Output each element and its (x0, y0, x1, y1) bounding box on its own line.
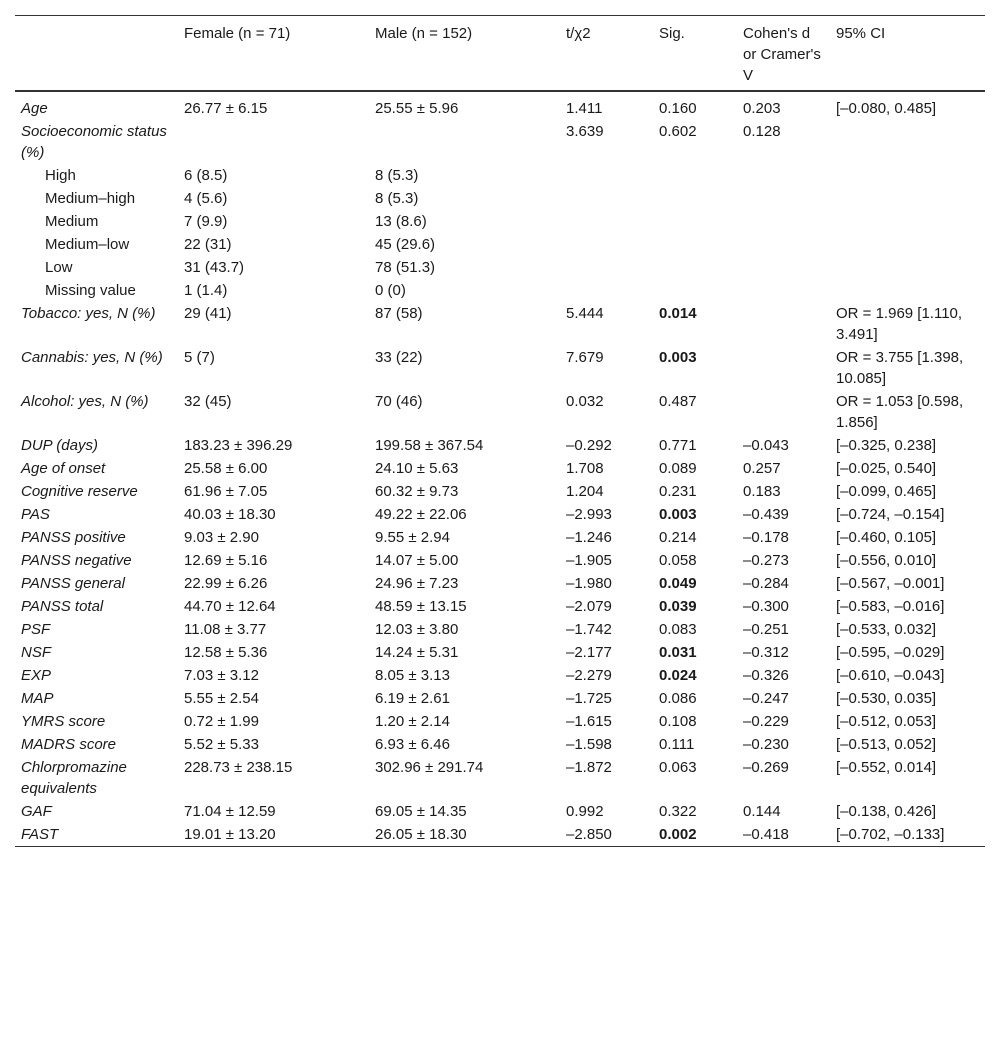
female-value: 9.03 ± 2.90 (184, 529, 259, 546)
effect-size: –0.043 (743, 437, 789, 454)
row-label: Chlorpromazine equivalents (21, 759, 127, 797)
row-label: Missing value (45, 282, 136, 299)
female-value: 44.70 ± 12.64 (184, 598, 276, 615)
significance: 0.003 (659, 506, 697, 523)
test-statistic: –2.079 (566, 598, 612, 615)
effect-size: –0.418 (743, 826, 789, 843)
confidence-interval: [–0.610, –0.043] (836, 667, 945, 684)
effect-size: 0.203 (743, 100, 781, 117)
test-statistic: 5.444 (566, 305, 604, 322)
table-row (15, 549, 985, 572)
comparison-table (15, 15, 985, 847)
test-statistic: –1.725 (566, 690, 612, 707)
effect-size (737, 233, 830, 256)
significance: 0.024 (659, 667, 697, 684)
significance: 0.322 (659, 803, 697, 820)
test-statistic: –1.615 (566, 713, 612, 730)
effect-size: –0.178 (743, 529, 789, 546)
significance: 0.771 (659, 437, 697, 454)
female-value: 22 (31) (184, 236, 232, 253)
confidence-interval: [–0.552, 0.014] (836, 759, 937, 776)
male-value: 14.24 ± 5.31 (375, 644, 459, 661)
male-value: 199.58 ± 367.54 (375, 437, 484, 454)
test-statistic: –1.905 (566, 552, 612, 569)
table-row (15, 302, 985, 346)
test-statistic: 7.679 (566, 349, 604, 366)
table-row (15, 279, 985, 302)
header-male: Male (n = 152) (375, 25, 473, 42)
male-value: 13 (8.6) (375, 213, 427, 230)
male-value: 48.59 ± 13.15 (375, 598, 467, 615)
female-value: 26.77 ± 6.15 (184, 100, 268, 117)
test-statistic: –1.598 (566, 736, 612, 753)
significance: 0.487 (659, 393, 697, 410)
row-label: Tobacco: yes, N (%) (21, 305, 156, 322)
male-value: 33 (22) (375, 349, 423, 366)
table-row (15, 756, 985, 800)
female-value: 12.58 ± 5.36 (184, 644, 268, 661)
confidence-interval: OR = 1.969 [1.110, 3.491] (836, 305, 963, 343)
row-label: DUP (days) (21, 437, 98, 454)
effect-size: –0.300 (743, 598, 789, 615)
effect-size (737, 210, 830, 233)
effect-size: –0.269 (743, 759, 789, 776)
effect-size (737, 187, 830, 210)
row-label: Low (45, 259, 73, 276)
test-statistic (560, 210, 653, 233)
significance: 0.063 (659, 759, 697, 776)
table-row (15, 256, 985, 279)
row-label: YMRS score (21, 713, 106, 730)
significance: 0.039 (659, 598, 697, 615)
confidence-interval: [–0.025, 0.540] (836, 460, 937, 477)
male-value: 302.96 ± 291.74 (375, 759, 484, 776)
female-value (178, 120, 369, 164)
row-label: Medium–high (45, 190, 136, 207)
row-label: NSF (21, 644, 51, 661)
effect-size: –0.230 (743, 736, 789, 753)
row-label: PANSS positive (21, 529, 126, 546)
confidence-interval: [–0.530, 0.035] (836, 690, 937, 707)
row-label: PANSS negative (21, 552, 132, 569)
table-row (15, 390, 985, 434)
table-row (15, 434, 985, 457)
row-label: MADRS score (21, 736, 117, 753)
female-value: 0.72 ± 1.99 (184, 713, 259, 730)
significance: 0.003 (659, 349, 697, 366)
row-label: Age of onset (21, 460, 106, 477)
confidence-interval: [–0.460, 0.105] (836, 529, 937, 546)
confidence-interval: [–0.533, 0.032] (836, 621, 937, 638)
confidence-interval (830, 187, 985, 210)
male-value (369, 120, 560, 164)
row-label: FAST (21, 826, 59, 843)
male-value: 26.05 ± 18.30 (375, 826, 467, 843)
test-statistic: –1.742 (566, 621, 612, 638)
effect-size (737, 302, 830, 346)
male-value: 78 (51.3) (375, 259, 436, 276)
female-value: 5 (7) (184, 349, 215, 366)
table-body (15, 91, 985, 847)
significance: 0.231 (659, 483, 697, 500)
confidence-interval (830, 233, 985, 256)
female-value: 25.58 ± 6.00 (184, 460, 268, 477)
significance: 0.108 (659, 713, 697, 730)
confidence-interval: [–0.567, –0.001] (836, 575, 945, 592)
female-value: 183.23 ± 396.29 (184, 437, 293, 454)
effect-size: 0.144 (743, 803, 781, 820)
male-value: 1.20 ± 2.14 (375, 713, 450, 730)
table-row (15, 526, 985, 549)
significance (653, 164, 737, 187)
test-statistic: 1.708 (566, 460, 604, 477)
confidence-interval (830, 256, 985, 279)
female-value: 19.01 ± 13.20 (184, 826, 276, 843)
male-value: 25.55 ± 5.96 (375, 100, 459, 117)
test-statistic: –2.279 (566, 667, 612, 684)
test-statistic: 0.032 (566, 393, 604, 410)
test-statistic: –0.292 (566, 437, 612, 454)
significance: 0.111 (659, 736, 695, 753)
effect-size (737, 279, 830, 302)
confidence-interval: [–0.138, 0.426] (836, 803, 937, 820)
significance: 0.602 (659, 123, 697, 140)
test-statistic: –2.177 (566, 644, 612, 661)
table-row (15, 187, 985, 210)
row-label: MAP (21, 690, 54, 707)
row-label: PSF (21, 621, 51, 638)
female-value: 29 (41) (184, 305, 232, 322)
header-confidence-interval: 95% CI (836, 25, 886, 42)
table-row (15, 480, 985, 503)
confidence-interval (830, 164, 985, 187)
row-label: Cannabis: yes, N (%) (21, 349, 163, 366)
effect-size: –0.247 (743, 690, 789, 707)
effect-size: –0.326 (743, 667, 789, 684)
header-female: Female (n = 71) (184, 25, 291, 42)
significance: 0.002 (659, 826, 697, 843)
female-value: 22.99 ± 6.26 (184, 575, 268, 592)
test-statistic: –2.850 (566, 826, 612, 843)
table-row (15, 210, 985, 233)
table-row (15, 503, 985, 526)
test-statistic: 0.992 (566, 803, 604, 820)
row-label: PANSS general (21, 575, 125, 592)
table-row (15, 164, 985, 187)
male-value: 8.05 ± 3.13 (375, 667, 450, 684)
row-label: Alcohol: yes, N (%) (21, 393, 149, 410)
effect-size (737, 256, 830, 279)
table-row (15, 120, 985, 164)
female-value: 7.03 ± 3.12 (184, 667, 259, 684)
female-value: 61.96 ± 7.05 (184, 483, 268, 500)
confidence-interval: OR = 3.755 [1.398, 10.085] (836, 349, 964, 387)
table-row (15, 457, 985, 480)
confidence-interval: [–0.595, –0.029] (836, 644, 945, 661)
effect-size: 0.257 (743, 460, 781, 477)
significance: 0.014 (659, 305, 697, 322)
male-value: 14.07 ± 5.00 (375, 552, 459, 569)
confidence-interval: OR = 1.053 [0.598, 1.856] (836, 393, 964, 431)
test-statistic: –1.246 (566, 529, 612, 546)
table-row (15, 664, 985, 687)
female-value: 11.08 ± 3.77 (184, 621, 267, 638)
effect-size: –0.439 (743, 506, 789, 523)
male-value: 6.93 ± 6.46 (375, 736, 450, 753)
table-row (15, 91, 985, 120)
female-value: 4 (5.6) (184, 190, 228, 207)
row-label: PANSS total (21, 598, 104, 615)
male-value: 69.05 ± 14.35 (375, 803, 467, 820)
significance: 0.089 (659, 460, 697, 477)
test-statistic (560, 164, 653, 187)
confidence-interval: [–0.513, 0.052] (836, 736, 937, 753)
header-significance: Sig. (659, 25, 685, 42)
table-row (15, 823, 985, 847)
significance: 0.058 (659, 552, 697, 569)
table-row (15, 618, 985, 641)
female-value: 71.04 ± 12.59 (184, 803, 276, 820)
male-value: 0 (0) (375, 282, 406, 299)
confidence-interval: [–0.724, –0.154] (836, 506, 945, 523)
effect-size: –0.312 (743, 644, 789, 661)
effect-size: –0.229 (743, 713, 789, 730)
row-label: Medium (45, 213, 99, 230)
header-row (15, 16, 985, 92)
confidence-interval: [–0.583, –0.016] (836, 598, 945, 615)
test-statistic: 1.204 (566, 483, 604, 500)
confidence-interval: [–0.325, 0.238] (836, 437, 937, 454)
header-test-statistic: t/χ2 (566, 25, 591, 42)
significance: 0.160 (659, 100, 697, 117)
effect-size: –0.251 (743, 621, 789, 638)
table-row (15, 733, 985, 756)
confidence-interval: [–0.099, 0.465] (836, 483, 937, 500)
effect-size: –0.273 (743, 552, 789, 569)
row-label: Socioeconomic status (%) (21, 123, 167, 161)
female-value: 31 (43.7) (184, 259, 245, 276)
significance: 0.086 (659, 690, 697, 707)
confidence-interval (830, 120, 985, 164)
male-value: 60.32 ± 9.73 (375, 483, 459, 500)
female-value: 5.52 ± 5.33 (184, 736, 259, 753)
table-row (15, 800, 985, 823)
row-label: EXP (21, 667, 52, 684)
row-label: Age (21, 100, 48, 117)
significance: 0.214 (659, 529, 697, 546)
female-value: 32 (45) (184, 393, 232, 410)
effect-size: 0.183 (743, 483, 781, 500)
test-statistic: –2.993 (566, 506, 612, 523)
significance (653, 279, 737, 302)
table-row (15, 233, 985, 256)
effect-size (737, 390, 830, 434)
male-value: 6.19 ± 2.61 (375, 690, 450, 707)
significance (653, 233, 737, 256)
header-effect-size: Cohen's d or Cramer's V (743, 25, 821, 84)
female-value: 40.03 ± 18.30 (184, 506, 276, 523)
male-value: 24.96 ± 7.23 (375, 575, 459, 592)
male-value: 9.55 ± 2.94 (375, 529, 450, 546)
female-value: 228.73 ± 238.15 (184, 759, 293, 776)
male-value: 24.10 ± 5.63 (375, 460, 459, 477)
test-statistic: –1.872 (566, 759, 612, 776)
test-statistic (560, 279, 653, 302)
test-statistic (560, 256, 653, 279)
confidence-interval (830, 279, 985, 302)
header-variable (15, 16, 178, 92)
row-label: PAS (21, 506, 50, 523)
table-row (15, 572, 985, 595)
table-row (15, 595, 985, 618)
significance (653, 256, 737, 279)
test-statistic: 3.639 (566, 123, 604, 140)
significance: 0.049 (659, 575, 697, 592)
row-label: Medium–low (45, 236, 130, 253)
male-value: 87 (58) (375, 305, 423, 322)
confidence-interval: [–0.080, 0.485] (836, 100, 937, 117)
male-value: 8 (5.3) (375, 167, 419, 184)
confidence-interval: [–0.512, 0.053] (836, 713, 937, 730)
test-statistic: 1.411 (566, 100, 603, 117)
significance: 0.083 (659, 621, 697, 638)
effect-size: –0.284 (743, 575, 789, 592)
table-row (15, 687, 985, 710)
male-value: 8 (5.3) (375, 190, 419, 207)
female-value: 1 (1.4) (184, 282, 228, 299)
test-statistic: –1.980 (566, 575, 612, 592)
confidence-interval (830, 210, 985, 233)
female-value: 7 (9.9) (184, 213, 228, 230)
significance (653, 210, 737, 233)
effect-size: 0.128 (743, 123, 781, 140)
male-value: 49.22 ± 22.06 (375, 506, 467, 523)
test-statistic (560, 233, 653, 256)
female-value: 6 (8.5) (184, 167, 228, 184)
female-value: 5.55 ± 2.54 (184, 690, 259, 707)
effect-size (737, 164, 830, 187)
significance (653, 187, 737, 210)
female-value: 12.69 ± 5.16 (184, 552, 268, 569)
male-value: 45 (29.6) (375, 236, 436, 253)
male-value: 70 (46) (375, 393, 423, 410)
table-row (15, 346, 985, 390)
row-label: GAF (21, 803, 52, 820)
row-label: High (45, 167, 76, 184)
confidence-interval: [–0.556, 0.010] (836, 552, 937, 569)
table-row (15, 641, 985, 664)
row-label: Cognitive reserve (21, 483, 138, 500)
confidence-interval: [–0.702, –0.133] (836, 826, 945, 843)
male-value: 12.03 ± 3.80 (375, 621, 459, 638)
test-statistic (560, 187, 653, 210)
significance: 0.031 (659, 644, 697, 661)
effect-size (737, 346, 830, 390)
table-row (15, 710, 985, 733)
